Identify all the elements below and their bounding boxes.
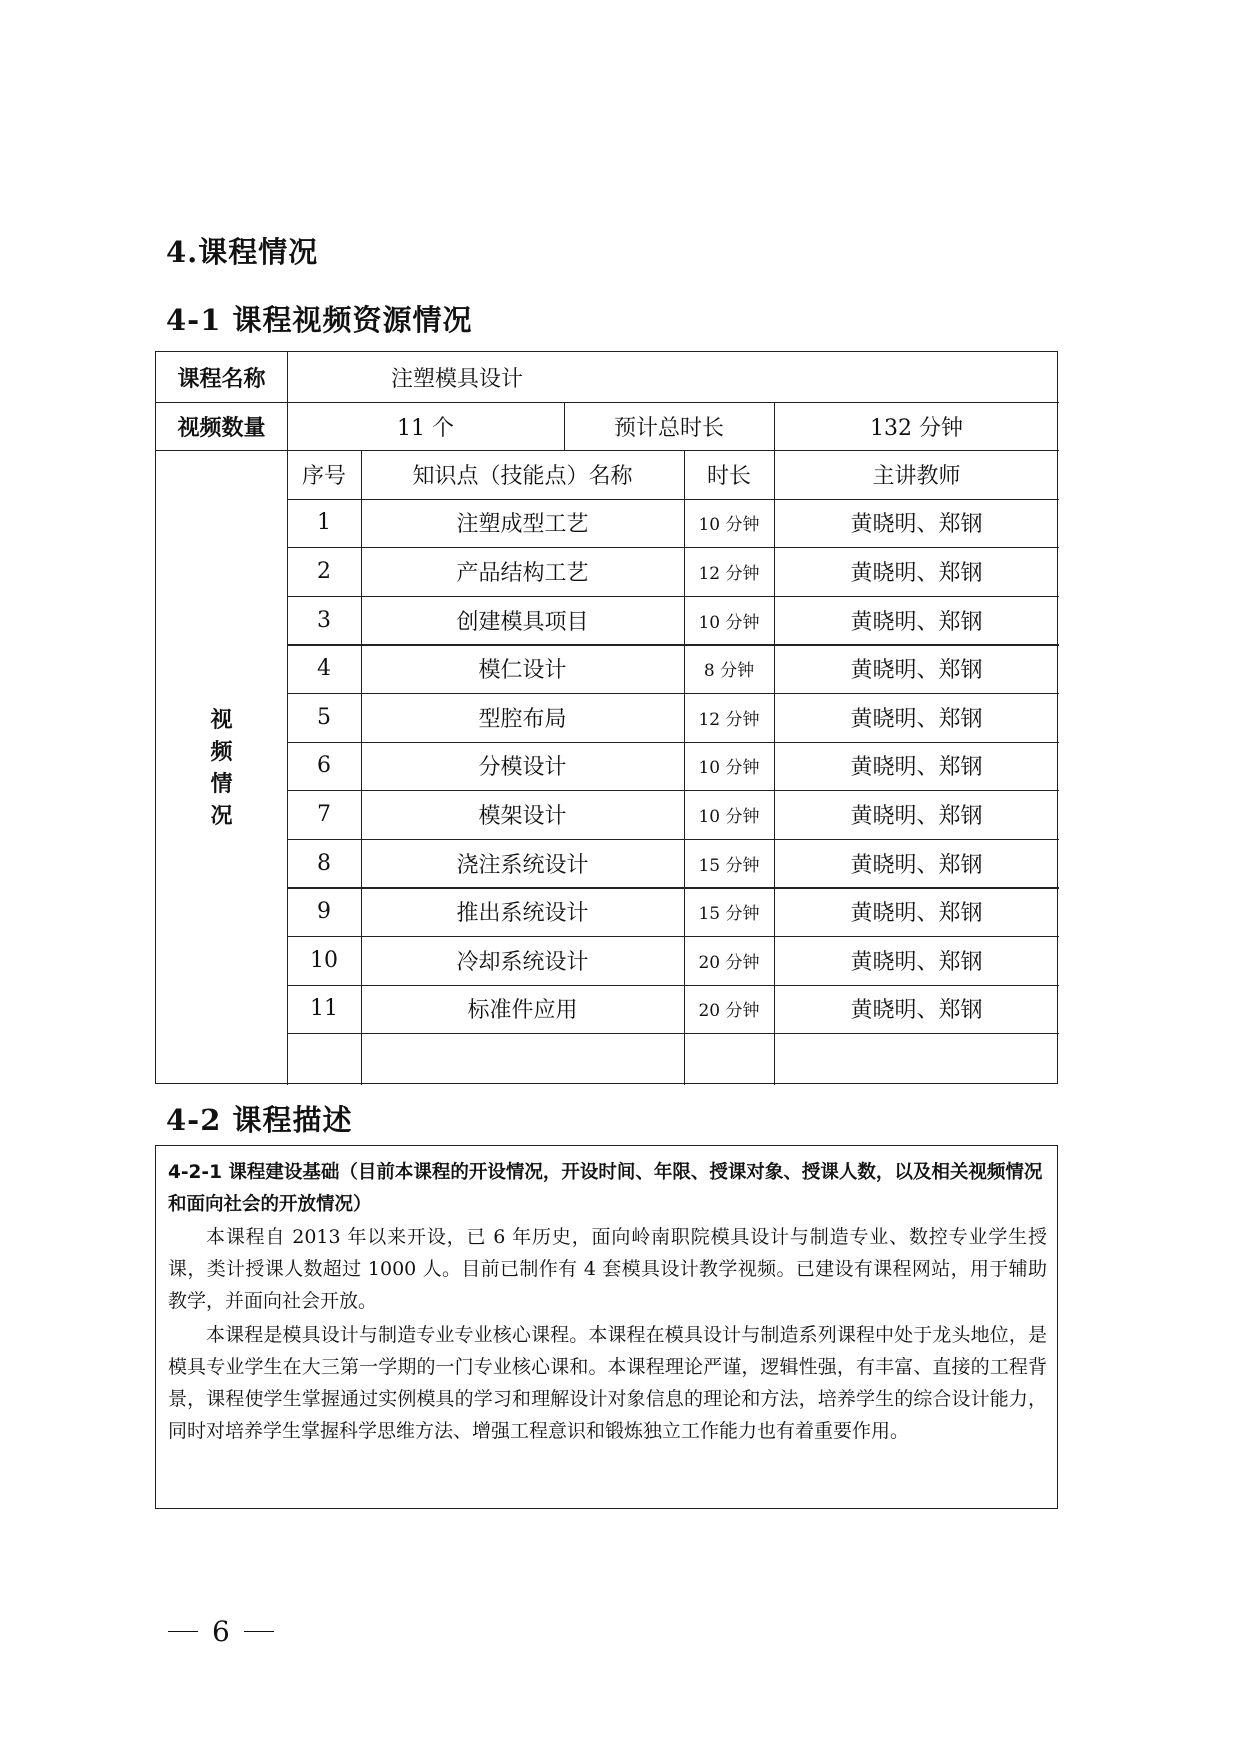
course-description-box [155, 1145, 1058, 1509]
row-topic: 标准件应用 [467, 998, 578, 1024]
row-topic: 模架设计 [478, 803, 567, 829]
video-situation-label [156, 450, 287, 1085]
row-length: 10 分钟 [698, 515, 760, 536]
row-topic: 冷却系统设计 [456, 949, 589, 975]
side-label-char: 频 [210, 738, 233, 765]
row-index: 1 [317, 510, 331, 536]
row-topic: 分模设计 [478, 755, 567, 781]
description-title: 4-2-1 课程建设基础（目前本课程的开设情况，开设时间、年限、授课对象、授课人数，以及相关视频情况和面向社会的开放情况） [168, 1162, 1043, 1215]
description-paragraph: 本课程是模具设计与制造专业专业核心课程。本课程在模具设计与制造系列课程中处于龙头地位，是模具专业学生在大三第一学期的一门专业核心课和。本课程理论严谨，逻辑性强，有丰富、直接的工程背景，课程使学生掌握通过实例模具的学习和理解设计对象信息的理论和方法，培养学生的综合设计能力，同时对培养学生掌握科学思维方法、增强工程意识和锻炼独立工作能力也有着重要作用。 [168, 1324, 1047, 1442]
row-index: 2 [317, 558, 331, 584]
total-duration-value: 132 分钟 [870, 415, 963, 441]
row-topic: 产品结构工艺 [456, 560, 589, 586]
row-teacher: 黄晓明、郑钢 [850, 949, 983, 975]
row-index: 8 [317, 850, 331, 876]
video-count-label: 视频数量 [177, 414, 266, 441]
row-divider [287, 1033, 1059, 1034]
row-length: 10 分钟 [698, 612, 760, 633]
page-number-value: 6 [212, 1615, 230, 1648]
row-teacher: 黄晓明、郑钢 [850, 852, 983, 878]
course-name-label: 课程名称 [177, 365, 266, 392]
row-index: 6 [317, 753, 331, 779]
row-index: 9 [317, 899, 331, 925]
subsection-heading-video: 4-1 课程视频资源情况 [166, 303, 473, 337]
row-topic: 型腔布局 [478, 706, 567, 732]
video-count-value: 11 个 [397, 415, 454, 441]
side-label-char: 况 [210, 802, 233, 829]
row-topic: 模仁设计 [478, 658, 567, 684]
side-label-char: 视 [210, 706, 233, 733]
dash-right [244, 1631, 274, 1633]
row-teacher: 黄晓明、郑钢 [850, 560, 983, 586]
row-teacher: 黄晓明、郑钢 [850, 512, 983, 538]
row-length: 15 分钟 [698, 855, 760, 876]
page-number [168, 1615, 274, 1648]
row-topic: 推出系统设计 [456, 901, 589, 927]
row-index: 5 [317, 704, 331, 730]
row-length: 8 分钟 [703, 661, 755, 682]
row-teacher: 黄晓明、郑钢 [850, 901, 983, 927]
row-index: 3 [317, 607, 331, 633]
description-paragraph: 本课程自 2013 年以来开设，已 6 年历史，面向岭南职院模具设计与制造专业、数控专业学生授课，类计授课人数超过 1000 人。目前已制作有 4 套模具设计教学视频。已建设有课程网站，用于辅助教学，并面向社会开放。 [168, 1226, 1047, 1312]
course-name-value: 注塑模具设计 [390, 366, 523, 392]
column-header-index: 序号 [301, 463, 346, 489]
side-label-char: 情 [210, 770, 233, 797]
row-teacher: 黄晓明、郑钢 [850, 998, 983, 1024]
column-header-length: 时长 [706, 463, 751, 489]
row-length: 20 分钟 [698, 952, 760, 973]
row-teacher: 黄晓明、郑钢 [850, 803, 983, 829]
row-index: 4 [317, 656, 331, 682]
column-header-teacher: 主讲教师 [872, 463, 961, 489]
row-length: 12 分钟 [698, 709, 760, 730]
row-teacher: 黄晓明、郑钢 [850, 658, 983, 684]
row-teacher: 黄晓明、郑钢 [850, 609, 983, 635]
section-heading: 4.课程情况 [166, 235, 319, 269]
row-topic: 创建模具项目 [456, 609, 589, 635]
row-index: 7 [317, 801, 331, 827]
row-length: 15 分钟 [698, 904, 760, 925]
row-index: 10 [310, 947, 338, 973]
total-duration-label: 预计总时长 [613, 415, 724, 441]
row-index: 11 [310, 996, 338, 1022]
column-header-topic: 知识点（技能点）名称 [412, 463, 633, 489]
row-length: 20 分钟 [698, 1001, 760, 1022]
row-length: 12 分钟 [698, 563, 760, 584]
video-resource-table [155, 351, 1058, 1084]
row-topic: 注塑成型工艺 [456, 512, 589, 538]
row-length: 10 分钟 [698, 758, 760, 779]
row-topic: 浇注系统设计 [456, 852, 589, 878]
subsection-heading-description: 4-2 课程描述 [166, 1103, 353, 1137]
row-teacher: 黄晓明、郑钢 [850, 706, 983, 732]
row-length: 10 分钟 [698, 806, 760, 827]
row-teacher: 黄晓明、郑钢 [850, 755, 983, 781]
dash-left [168, 1631, 198, 1633]
